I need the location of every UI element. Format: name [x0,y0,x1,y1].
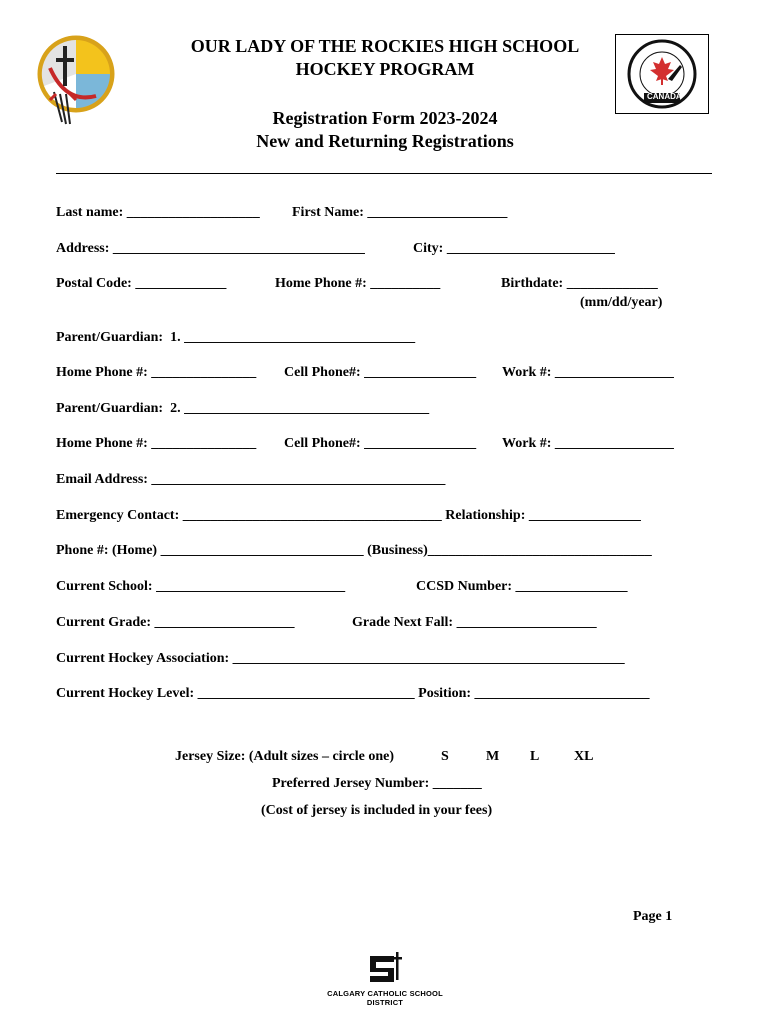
current-school-field[interactable]: Current School: ___________________________ [56,579,346,594]
program-name: HOCKEY PROGRAM [295,59,475,79]
first-name-field[interactable]: First Name: ____________________ [292,205,508,220]
parent2-field[interactable]: Parent/Guardian: 2. ___________________________________ [56,401,430,416]
district-logo [310,948,460,1007]
grade-next-fall-field[interactable]: Grade Next Fall: ____________________ [352,615,597,630]
current-grade-field[interactable]: Current Grade: ____________________ [56,615,295,630]
parent1-work-phone-field[interactable]: Work #: _________________ [502,365,674,380]
canada-wordmark: CANADA [647,92,682,101]
header-divider [56,173,712,174]
phone-home-business-field[interactable]: Phone #: (Home) _____________________________ (Business)________________________________ [56,543,652,558]
parent2-home-phone-field[interactable]: Home Phone #: _______________ [56,436,257,451]
jersey-cost-note: (Cost of jersey is included in your fees) [261,803,493,818]
last-name-field[interactable]: Last name: ___________________ [56,205,260,220]
district-name: CALGARY CATHOLIC SCHOOL DISTRICT [327,989,443,1007]
email-field[interactable]: Email Address: __________________________________________ [56,472,446,487]
jersey-size-label: Jersey Size: (Adult sizes – circle one) [175,749,395,764]
parent1-field[interactable]: Parent/Guardian: 1. _________________________________ [56,330,416,345]
school-name: OUR LADY OF THE ROCKIES HIGH SCHOOL [190,36,580,56]
parent1-cell-phone-field[interactable]: Cell Phone#: ________________ [284,365,477,380]
address-field[interactable]: Address: ____________________________________ [56,241,365,256]
jersey-size-option[interactable]: XL [574,749,594,764]
hockey-association-field[interactable]: Current Hockey Association: ________________________________________________________ [56,651,625,666]
emergency-contact-field[interactable]: Emergency Contact: _____________________________________ Relationship: ________________ [56,508,641,523]
jersey-size-option[interactable]: M [486,749,500,764]
home-phone-field[interactable]: Home Phone #: __________ [275,276,441,291]
preferred-jersey-number-field[interactable]: Preferred Jersey Number: _______ [272,776,482,791]
jersey-size-option[interactable]: S [441,749,449,764]
parent2-work-phone-field[interactable]: Work #: _________________ [502,436,674,451]
jersey-size-option[interactable]: L [530,749,540,764]
postal-code-field[interactable]: Postal Code: _____________ [56,276,227,291]
parent2-cell-phone-field[interactable]: Cell Phone#: ________________ [284,436,477,451]
city-field[interactable]: City: ________________________ [413,241,615,256]
birthdate-field[interactable]: Birthdate: _____________ [501,276,658,291]
parent1-home-phone-field[interactable]: Home Phone #: _______________ [56,365,257,380]
form-subtitle: New and Returning Registrations [256,131,514,151]
hockey-level-field[interactable]: Current Hockey Level: _______________________________ Position: _________________________ [56,686,650,701]
ccsd-number-field[interactable]: CCSD Number: ________________ [416,579,628,594]
page-number: Page 1 [633,909,673,924]
form-title: Registration Form 2023-2024 [272,108,498,128]
birthdate-format-hint: (mm/dd/year) [580,295,663,310]
